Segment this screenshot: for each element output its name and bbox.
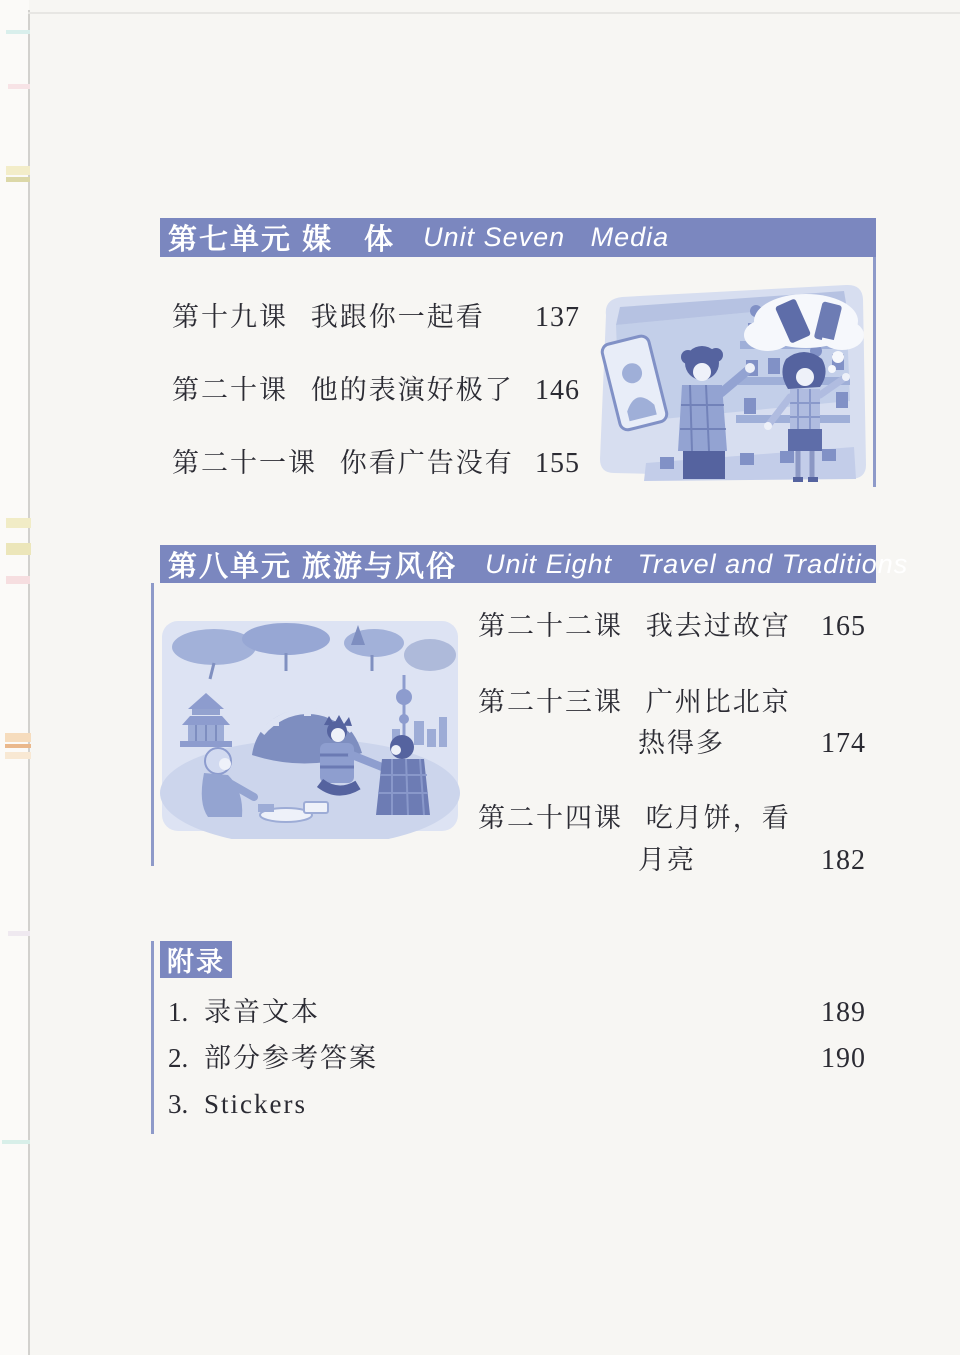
appendix-item-1: [168, 998, 866, 1029]
appendix-item-label: Stickers: [204, 1089, 307, 1119]
toc-entry-lesson23: [478, 688, 866, 718]
unit8-title-en: Unit Eight Travel and Traditions: [485, 548, 909, 579]
scan-left-margin: [0, 0, 29, 1355]
scan-mark: [6, 166, 30, 175]
toc-entry-lesson22: [478, 612, 866, 643]
scan-mark: [8, 84, 30, 89]
appendix-item-3: [168, 1090, 866, 1120]
lesson22-page: 165: [821, 611, 866, 642]
scan-mark: [5, 733, 31, 742]
appendix-item-page: 190: [821, 1043, 866, 1074]
scan-mark: [5, 752, 31, 759]
toc-entry-lesson24: [478, 804, 866, 834]
unit8-illustration: [156, 613, 464, 839]
unit7-illustration: [590, 281, 874, 493]
scan-mark: [8, 931, 30, 936]
scan-mark: [6, 30, 30, 34]
unit7-title-zh: 第七单元 媒 体: [168, 224, 396, 256]
scan-mark: [2, 1140, 30, 1144]
unit8-title-zh: 第八单元 旅游与风俗: [168, 550, 458, 583]
toc-entry-lesson23-cont: [478, 729, 866, 760]
lesson24-title: 第二十四课 吃月饼，看: [478, 803, 791, 833]
appendix-item-number: 2.: [168, 1043, 189, 1073]
lesson23-title: 第二十三课 广州比北京: [478, 687, 791, 717]
unit7-header-bar: [160, 218, 876, 257]
appendix-left-rule: [151, 941, 154, 1134]
toc-entry-lesson24-cont: [478, 846, 866, 877]
lesson21-title: 第二十一课 你看广告没有: [172, 448, 514, 478]
scan-mark: [6, 518, 31, 528]
scan-edge-line: [28, 10, 30, 1355]
lesson21-page: 155: [535, 448, 580, 479]
scan-mark: [6, 543, 31, 555]
scan-mark: [6, 177, 30, 182]
appendix-item-number: 3.: [168, 1089, 189, 1119]
lesson19-title: 第十九课 我跟你一起看: [172, 302, 485, 332]
appendix-item-label: 录音文本: [204, 997, 320, 1027]
toc-entry-lesson21: [172, 449, 580, 480]
lesson19-page: 137: [535, 302, 580, 333]
appendix-item-2: [168, 1044, 866, 1075]
unit8-left-rule: [151, 583, 154, 866]
lesson24-page: 182: [821, 845, 866, 876]
unit8-header-bar: [160, 545, 909, 583]
unit7-title-en: Unit Seven Media: [423, 222, 670, 252]
lesson23-title-cont: 热得多: [638, 728, 725, 758]
lesson24-title-cont: 月亮: [638, 845, 696, 875]
appendix-header-box: [160, 941, 232, 978]
appendix-title: 附录: [167, 947, 225, 977]
scan-top-line: [28, 12, 960, 14]
scan-mark: [6, 576, 30, 584]
lesson22-title: 第二十二课 我去过故宫: [478, 611, 791, 641]
appendix-item-label: 部分参考答案: [204, 1043, 378, 1073]
appendix-item-number: 1.: [168, 997, 189, 1027]
lesson20-page: 146: [535, 375, 580, 406]
toc-entry-lesson19: [172, 303, 580, 334]
appendix-item-page: 189: [821, 997, 866, 1028]
toc-entry-lesson20: [172, 376, 580, 407]
lesson20-title: 第二十课 他的表演好极了: [172, 375, 514, 405]
lesson23-page: 174: [821, 728, 866, 759]
scan-mark: [5, 744, 31, 748]
